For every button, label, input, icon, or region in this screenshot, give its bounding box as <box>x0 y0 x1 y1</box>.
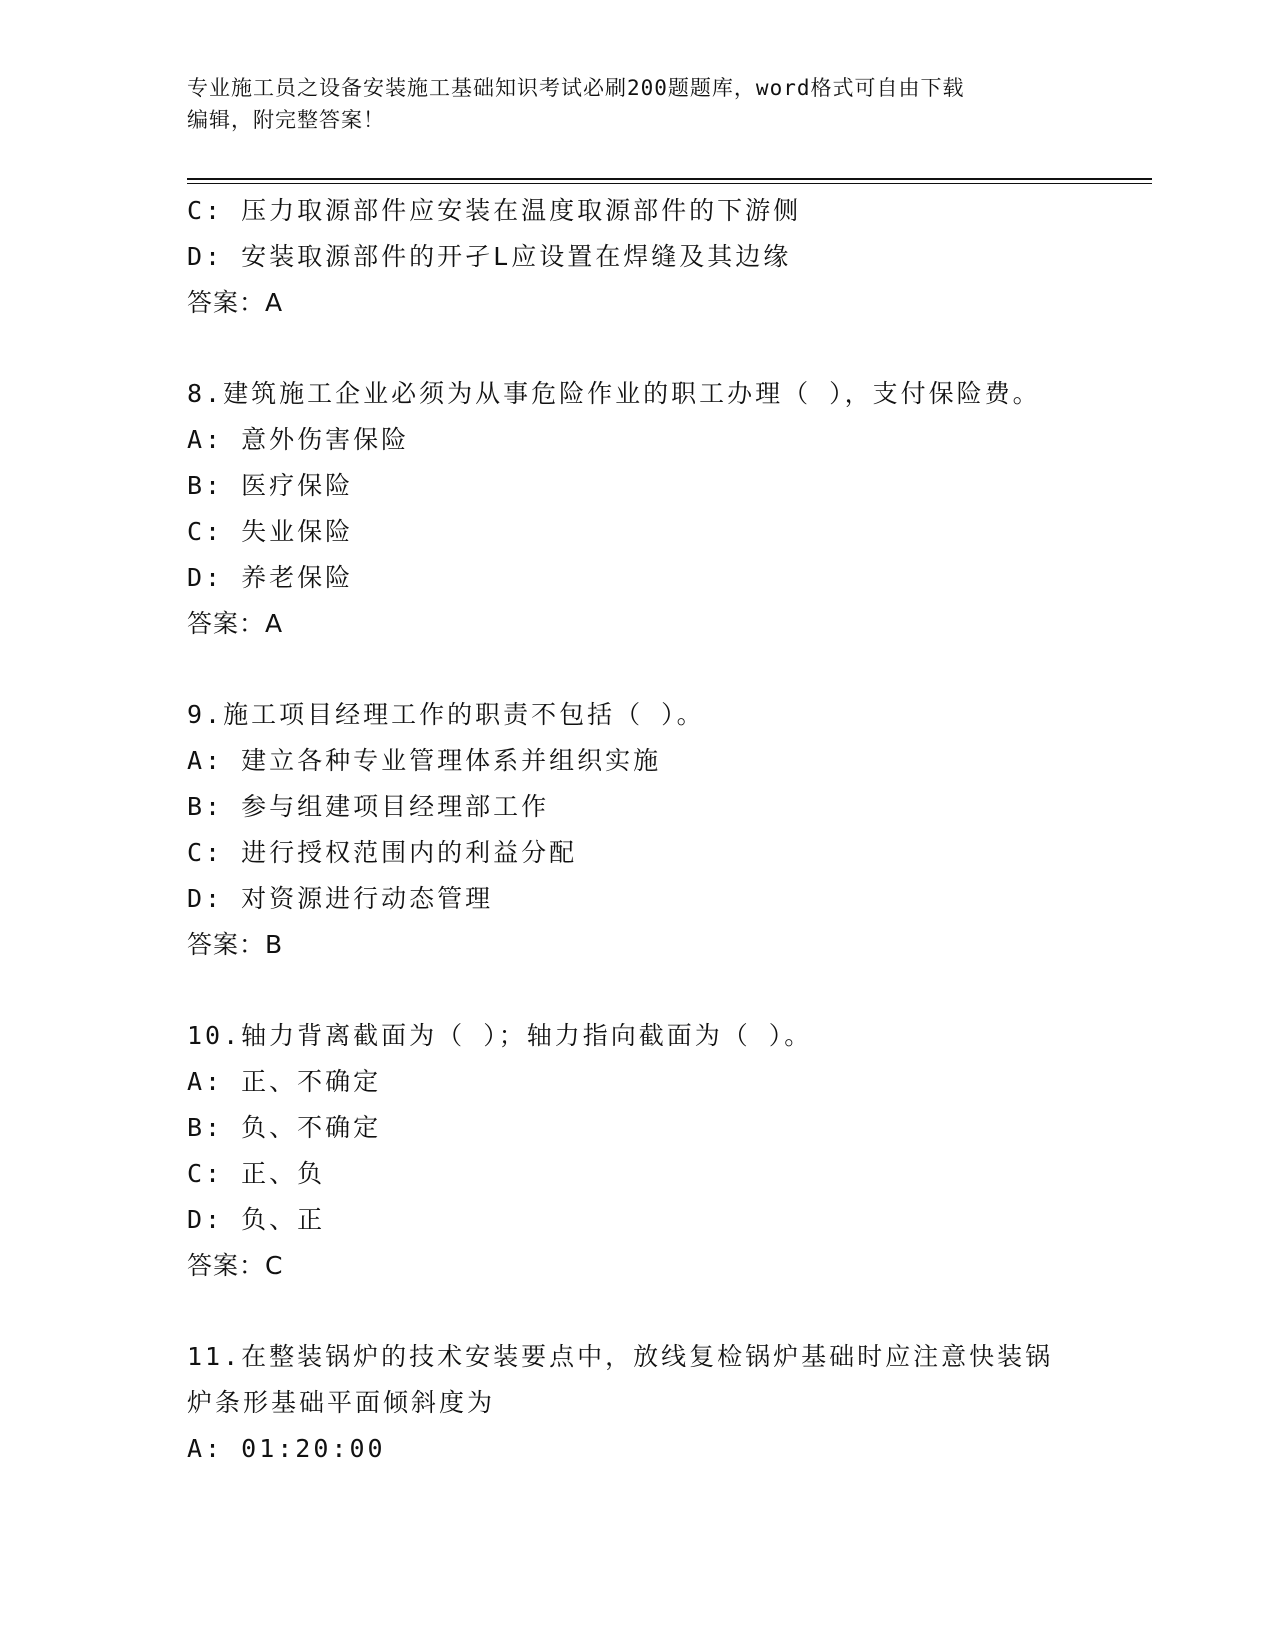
question-stem: 9.施工项目经理工作的职责不包括（ ）。 <box>187 700 705 729</box>
question-7-continued <box>187 188 1087 326</box>
question-9 <box>187 692 1087 968</box>
option-c: C: 失业保险 <box>187 517 354 546</box>
answer: 答案：C <box>187 1251 284 1280</box>
option-c: C: 压力取源部件应安装在温度取源部件的下游侧 <box>187 196 802 225</box>
question-list <box>187 188 1087 1472</box>
header-divider-thin <box>187 183 1152 184</box>
spacer <box>187 647 1087 692</box>
spacer <box>187 968 1087 1013</box>
option-c: C: 进行授权范围内的利益分配 <box>187 838 578 867</box>
spacer <box>187 326 1087 371</box>
option-b: B: 参与组建项目经理部工作 <box>187 792 550 821</box>
question-stem: 10.轴力背离截面为（ ）；轴力指向截面为（ ）。 <box>187 1021 813 1050</box>
question-stem: 8.建筑施工企业必须为从事危险作业的职工办理（ ），支付保险费。 <box>187 379 1041 408</box>
question-10 <box>187 1013 1087 1289</box>
answer: 答案：A <box>187 609 284 638</box>
document-header <box>187 72 1067 136</box>
answer: 答案：B <box>187 930 284 959</box>
header-divider-thick <box>187 178 1152 180</box>
question-stem-line-1: 11.在整装锅炉的技术安装要点中，放线复检锅炉基础时应注意快装锅 <box>187 1342 1054 1371</box>
option-d: D: 对资源进行动态管理 <box>187 884 494 913</box>
header-title-line-2: 编辑，附完整答案！ <box>187 108 385 132</box>
option-a: A: 01:20:00 <box>187 1434 386 1463</box>
option-d: D: 养老保险 <box>187 563 354 592</box>
question-stem-line-2: 炉条形基础平面倾斜度为 <box>187 1388 496 1417</box>
header-title-line-1: 专业施工员之设备安装施工基础知识考试必刷200题题库，word格式可自由下载 <box>187 76 965 100</box>
option-c: C: 正、负 <box>187 1159 326 1188</box>
answer: 答案：A <box>187 288 284 317</box>
option-a: A: 正、不确定 <box>187 1067 382 1096</box>
question-8 <box>187 371 1087 647</box>
option-a: A: 意外伤害保险 <box>187 425 410 454</box>
option-b: B: 负、不确定 <box>187 1113 382 1142</box>
option-d: D: 安装取源部件的开孑L应设置在焊缝及其边缘 <box>187 242 792 271</box>
option-b: B: 医疗保险 <box>187 471 354 500</box>
option-a: A: 建立各种专业管理体系并组织实施 <box>187 746 662 775</box>
question-11 <box>187 1334 1087 1472</box>
spacer <box>187 1289 1087 1334</box>
option-d: D: 负、正 <box>187 1205 326 1234</box>
